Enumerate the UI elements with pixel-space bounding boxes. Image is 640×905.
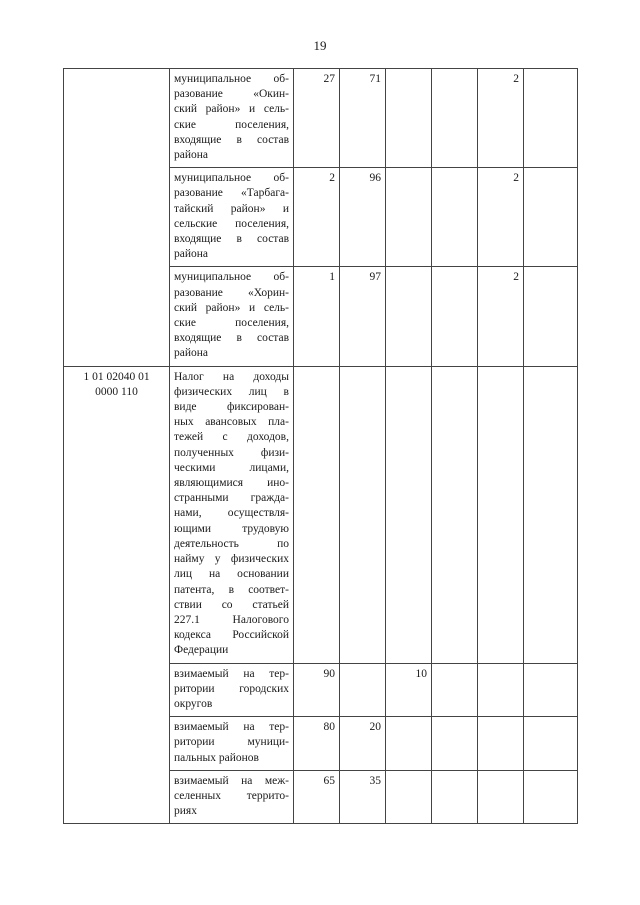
table-row: [64, 69, 578, 168]
percent-share-cell: [432, 366, 478, 663]
description-line: ствии со статьей: [174, 598, 289, 611]
percent-share-cell: [524, 770, 578, 824]
description-line: Налог на доходы: [174, 370, 289, 383]
percent-share-cell: 2: [478, 267, 524, 366]
percent-share-cell: [432, 267, 478, 366]
description-line: найму у физических: [174, 553, 289, 566]
percent-share-cell: 65: [294, 770, 340, 824]
percent-share-cell: 27: [294, 69, 340, 168]
description-line: лиц на основании: [174, 568, 289, 581]
description-line: ский район» и сель-: [174, 103, 289, 116]
code-cell: [64, 69, 170, 367]
percent-share-cell: [386, 717, 432, 771]
percent-share-cell: [294, 366, 340, 663]
description-line: нами, осуществля-: [174, 507, 289, 520]
revenue-description: [170, 168, 294, 267]
description-line: кодекса Российской: [174, 629, 289, 642]
description-line: тайский район» и: [174, 202, 289, 215]
description-line: пальных районов: [174, 751, 259, 764]
percent-share-cell: 80: [294, 717, 340, 771]
description-line: разование «Хорин-: [174, 286, 289, 299]
percent-share-cell: [524, 663, 578, 717]
description-line: муниципальное об-: [174, 271, 289, 284]
description-line: селенных террито-: [174, 789, 289, 802]
description-line: ские поселения,: [174, 317, 289, 330]
description-line: входящие в состав: [174, 133, 289, 146]
description-line: района: [174, 149, 209, 162]
description-line: ритории муници-: [174, 736, 289, 749]
description-line: риях: [174, 805, 197, 818]
percent-share-cell: [386, 69, 432, 168]
description-line: ский район» и сель-: [174, 301, 289, 314]
description-line: ющими трудовую: [174, 522, 289, 535]
percent-share-cell: 10: [386, 663, 432, 717]
percent-share-cell: [432, 663, 478, 717]
percent-share-cell: [524, 717, 578, 771]
description-line: ных авансовых пла-: [174, 416, 289, 429]
percent-share-cell: [478, 663, 524, 717]
revenue-description: [170, 770, 294, 824]
description-line: деятельность по: [174, 537, 289, 550]
percent-share-cell: [432, 168, 478, 267]
description-line: муниципальное об-: [174, 172, 289, 185]
percent-share-cell: 96: [340, 168, 386, 267]
description-line: физических лиц в: [174, 385, 289, 398]
percent-share-cell: [386, 366, 432, 663]
description-line: ритории городских: [174, 682, 289, 695]
description-line: сельские поселения,: [174, 217, 289, 230]
description-line: взимаемый на тер-: [174, 667, 289, 680]
percent-share-cell: 2: [478, 69, 524, 168]
percent-share-cell: [432, 717, 478, 771]
percent-share-cell: [478, 717, 524, 771]
description-line: входящие в состав: [174, 332, 289, 345]
percent-share-cell: [386, 267, 432, 366]
description-line: полученных физи-: [174, 446, 289, 459]
percent-share-cell: 2: [478, 168, 524, 267]
percent-share-cell: [432, 69, 478, 168]
description-line: являющимися ино-: [174, 477, 289, 490]
percent-share-cell: 20: [340, 717, 386, 771]
budget-distribution-table: [63, 68, 578, 824]
percent-share-cell: [524, 267, 578, 366]
revenue-description: [170, 663, 294, 717]
description-line: патента, в соответ-: [174, 583, 289, 596]
description-line: района: [174, 347, 209, 360]
description-line: странными гражда-: [174, 492, 289, 505]
table-row: [64, 366, 578, 663]
revenue-description: [170, 69, 294, 168]
description-line: 227.1 Налогового: [174, 613, 289, 626]
description-line: ческими лицами,: [174, 461, 289, 474]
description-line: тежей с доходов,: [174, 431, 289, 444]
description-line: муниципальное об-: [174, 73, 289, 85]
revenue-description: [170, 366, 294, 663]
percent-share-cell: 71: [340, 69, 386, 168]
description-line: района: [174, 248, 209, 261]
budget-classification-code: 1 01 02040 01 0000 110: [64, 366, 170, 824]
percent-share-cell: [524, 69, 578, 168]
page-number: 19: [313, 38, 327, 53]
description-line: разование «Окин-: [174, 88, 289, 101]
description-line: разование «Тарбага-: [174, 187, 289, 200]
revenue-description: [170, 267, 294, 366]
description-line: Федерации: [174, 644, 229, 657]
percent-share-cell: [386, 168, 432, 267]
description-line: взимаемый на тер-: [174, 721, 289, 734]
percent-share-cell: [524, 366, 578, 663]
percent-share-cell: 1: [294, 267, 340, 366]
percent-share-cell: [478, 770, 524, 824]
percent-share-cell: [432, 770, 478, 824]
description-line: ские поселения,: [174, 118, 289, 131]
percent-share-cell: 35: [340, 770, 386, 824]
percent-share-cell: [386, 770, 432, 824]
percent-share-cell: 2: [294, 168, 340, 267]
description-line: виде фиксирован-: [174, 401, 289, 414]
description-line: взимаемый на меж-: [174, 774, 289, 787]
percent-share-cell: [340, 366, 386, 663]
percent-share-cell: 90: [294, 663, 340, 717]
percent-share-cell: 97: [340, 267, 386, 366]
percent-share-cell: [478, 366, 524, 663]
description-line: округов: [174, 697, 213, 710]
revenue-description: [170, 717, 294, 771]
description-line: входящие в состав: [174, 233, 289, 246]
percent-share-cell: [524, 168, 578, 267]
percent-share-cell: [340, 663, 386, 717]
